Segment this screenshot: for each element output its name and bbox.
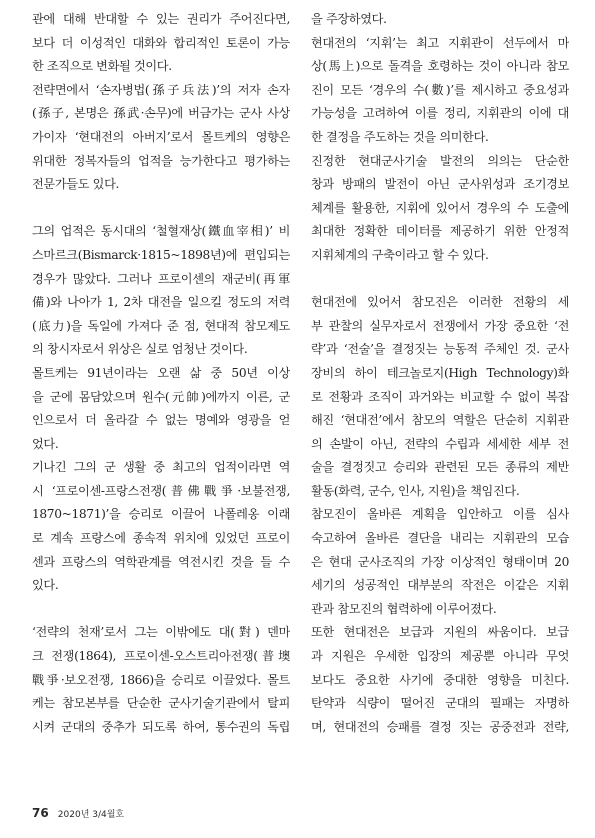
text-line: 로 계속 프랑스에 종속적 위치에 있었던 프로이	[32, 531, 290, 546]
text-line: 가능성을 고려하여 이를 정리, 지휘관의 이에 대	[311, 106, 569, 121]
text-line: 기나긴 그의 군 생활 중 최고의 업적이라면 역	[32, 460, 290, 475]
issue-label: 2020년 3/4월호	[57, 810, 125, 820]
text-line: 경우가 많았다. 그러나 프로이센의 재군비(再軍	[32, 271, 290, 286]
text-line: 크 전쟁(1864), 프로이센-오스트리아전쟁(普墺	[32, 649, 290, 664]
text-line: 을 주장하였다.	[311, 12, 387, 26]
text-line: 현대전의 ‘지휘’는 최고 지휘관이 선두에서 마	[311, 35, 569, 50]
text-line: 과 지원은 우세한 입장의 제공뿐 아니라 무엇	[311, 649, 569, 664]
page-number: 76	[32, 806, 49, 820]
text-line: 몰트케는 91년이라는 오랜 삶 중 50년 이상	[32, 365, 290, 380]
text-line: 술을 결정짓고 승리와 관련된 모든 종류의 제반	[311, 460, 569, 475]
text-line: 로 전황과 조직이 과거와는 비교할 수 없이 복잡	[311, 389, 569, 404]
text-line: 세기의 성공적인 대부분의 작전은 이같은 지휘	[311, 578, 569, 593]
text-line: 부 관찰의 실무자로서 전쟁에서 가장 중요한 ‘전	[311, 318, 569, 333]
text-line: 진정한 현대군사기술 발전의 의의는 단순한	[311, 153, 569, 168]
text-line: 해진 ‘현대전’에서 참모의 역할은 단순히 지휘관	[311, 413, 569, 428]
text-line: 략’과 ‘전술’을 결정짓는 능동적 주체인 것. 군사	[311, 342, 569, 357]
text-line: 지휘체계의 구축이라고 할 수 있다.	[311, 247, 489, 262]
text-line: 케는 참모본부를 단순한 군사기술기관에서 탈피	[32, 696, 290, 711]
text-line: 備)와 나아가 1, 2차 대전을 일으킬 정도의 저력	[32, 295, 290, 310]
text-line: (底力)을 독일에 가져다 준 점, 현대적 참모제도	[32, 318, 290, 333]
text-line: 의 손발이 아닌, 전략의 수립과 세세한 세부 전	[311, 436, 569, 451]
text-line: 전략면에서 ‘손자병법(孫子兵法)’의 저자 손자	[32, 82, 290, 97]
text-line: 현대전에 있어서 참모진은 이러한 전황의 세	[311, 295, 569, 310]
right-column	[311, 8, 569, 739]
text-line: 보다 더 이성적인 대화와 합리적인 토론이 가능	[32, 35, 290, 50]
text-line: 戰爭·보오전쟁, 1866)을 승리로 이끌었다. 몰트	[32, 672, 290, 687]
text-line: 체계를 활용한, 지휘에 있어서 경우의 수 도출에	[311, 200, 569, 215]
text-line: 며, 현대전의 승패를 결정 짓는 공중전과 전략,	[311, 719, 569, 734]
text-line: 인으로서 더 올라갈 수 없는 명예와 영광을 얻	[32, 413, 290, 428]
text-line	[32, 197, 290, 221]
text-line: 그의 업적은 동시대의 ‘철혈재상(鐵血宰相)’ 비	[32, 224, 290, 239]
text-line: 탄약과 식량이 떨어진 군대의 필패는 자명하	[311, 696, 569, 711]
text-line: 한 조직으로 변화될 것이다.	[32, 59, 172, 74]
text-line: (孫子, 본명은 孫武·손무)에 버금가는 군사 사상	[32, 106, 290, 121]
page-footer	[32, 802, 124, 821]
text-line: 관과 참모진의 협력하에 이루어졌다.	[311, 601, 497, 616]
text-line: 시 ‘프로이센-프랑스전쟁(普佛戰爭·보불전쟁,	[32, 483, 290, 498]
text-line: 상(馬上)으로 돌격을 호령하는 것이 아니라 참모	[311, 59, 569, 74]
text-line: 있다.	[32, 578, 59, 593]
text-line: 가이자 ‘현대전의 아버지’로서 몰트케의 영향은	[32, 129, 290, 144]
text-line: 전문가들도 있다.	[32, 177, 120, 192]
text-line: 참모진이 올바른 계획을 입안하고 이를 심사	[311, 507, 569, 522]
text-line: 숙고하여 올바른 결단을 내리는 지휘관의 모습	[311, 531, 569, 546]
text-line: 장비의 하이 테크놀로지(High Technology)화	[311, 365, 569, 380]
text-line: 은 현대 군사조직의 가장 이상적인 형태이며 20	[311, 554, 569, 569]
text-line: 센과 프랑스의 역학관계를 역전시킨 것을 들 수	[32, 554, 290, 569]
text-line: 진이 모든 ‘경우의 수(數)’를 제시하고 중요성과	[311, 82, 569, 97]
left-column	[32, 8, 290, 739]
text-line: 창과 방패의 발전이 아닌 군사위성과 조기경보	[311, 177, 569, 192]
text-line: 활동(화력, 군수, 인사, 지원)을 책임진다.	[311, 483, 520, 498]
text-line: 스마르크(Bismarck·1815~1898년)에 편입되는	[32, 247, 290, 262]
text-line: 1870~1871)’을 승리로 이끌어 나폴레옹 이래	[32, 507, 290, 522]
text-line: 었다.	[32, 436, 59, 451]
text-line: ‘전략의 천재’로서 그는 이밖에도 대(對) 덴마	[32, 625, 290, 640]
text-line: 또한 현대전은 보급과 지원의 싸움이다. 보급	[311, 625, 569, 640]
text-line: 위대한 정복자들의 업적을 능가한다고 평가하는	[32, 153, 290, 168]
text-line	[32, 598, 290, 622]
text-line	[311, 268, 569, 292]
text-line: 한 결정을 주도하는 것을 의미한다.	[311, 129, 489, 144]
text-line: 최대한 정확한 데이터를 제공하기 위한 안정적	[311, 224, 569, 239]
text-line: 을 군에 몸담았으며 원수(元帥)에까지 이른, 군	[32, 389, 290, 404]
text-line: 관에 대해 반대할 수 있는 권리가 주어진다면,	[32, 12, 290, 26]
text-line: 보다도 중요한 사기에 중대한 영향을 미친다.	[311, 672, 569, 687]
text-line: 시켜 군대의 중추가 되도록 하여, 통수권의 독립	[32, 719, 290, 734]
text-line: 의 창시자로서 위상은 실로 엄청난 것이다.	[32, 342, 248, 357]
